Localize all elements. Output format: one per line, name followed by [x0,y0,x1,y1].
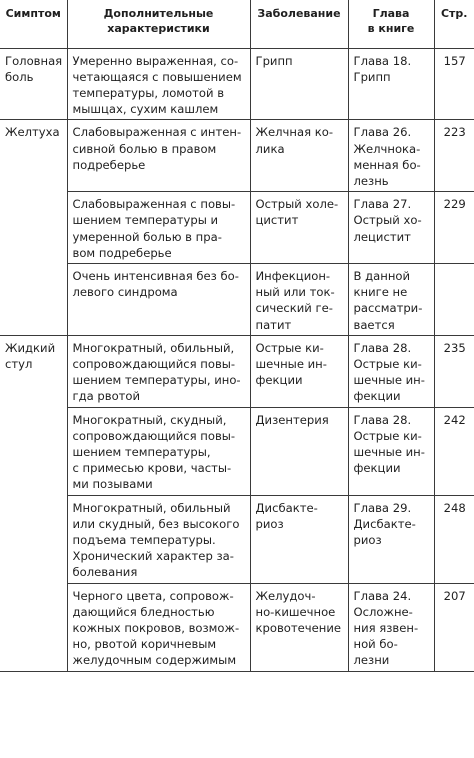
details-cell: Многократный, обильный или скудный, без высокого подъема температуры. Хронический характер за- болевания [67,495,250,583]
symptom-cell: Жидкий стул [0,335,67,671]
details-cell: Многократный, скудный, сопровождающийся повы- шением температуры, с примесью крови, часты- ми позывами [67,407,250,495]
disease-cell: Дисбакте- риоз [250,495,348,583]
page-cell: 248 [434,495,474,583]
page-cell: 157 [434,48,474,120]
disease-cell: Дизентерия [250,407,348,495]
page-cell [434,263,474,335]
details-cell: Умеренно выраженная, со- четающаяся с повышением температуры, ломотой в мышцах, сухим кашлем [67,48,250,120]
chapter-cell: В данной книге не рассматри- вается [348,263,434,335]
symptom-cell: Головная боль [0,48,67,120]
table-row [0,120,474,192]
chapter-cell: Глава 28. Острые ки- шечные ин- фекции [348,407,434,495]
details-cell: Многократный, обильный, сопровождающийся повы- шением температуры, ино- гда рвотой [67,335,250,407]
disease-cell: Острые ки- шечные ин- фекции [250,335,348,407]
chapter-cell: Глава 26. Желчнока- менная бо- лезнь [348,120,434,192]
chapter-cell: Глава 24. Осложне- ния язвен- ной бо- лезни [348,583,434,671]
disease-cell: Острый холе- цистит [250,192,348,264]
chapter-cell: Глава 18. Грипп [348,48,434,120]
page-cell: 235 [434,335,474,407]
page-cell: 207 [434,583,474,671]
table-row [0,263,474,335]
details-cell: Черного цвета, сопровож- дающийся бледностью кожных покровов, возмож- но, рвотой коричневым желудочным содержимым [67,583,250,671]
details-cell: Слабовыраженная с повы- шением температуры и умеренной болью в пра- вом подреберье [67,192,250,264]
table-row [0,335,474,407]
chapter-cell: Глава 29. Дисбакте- риоз [348,495,434,583]
chapter-cell: Глава 28. Острые ки- шечные ин- фекции [348,335,434,407]
header-row [0,0,474,48]
details-cell: Слабовыраженная с интен- сивной болью в правом подреберье [67,120,250,192]
table-row [0,583,474,671]
table-row [0,407,474,495]
disease-cell: Инфекцион- ный или ток- сический ге- патит [250,263,348,335]
disease-cell: Грипп [250,48,348,120]
disease-cell: Желчная ко- лика [250,120,348,192]
header-chapter: Глава в книге [348,0,434,48]
symptom-cell: Желтуха [0,120,67,335]
page-cell: 242 [434,407,474,495]
page-cell: 223 [434,120,474,192]
header-disease: Заболевание [250,0,348,48]
header-details: Дополнительные характеристики [67,0,250,48]
header-page: Стр. [434,0,474,48]
chapter-cell: Глава 27. Острый хо- лецистит [348,192,434,264]
page-cell: 229 [434,192,474,264]
table-row [0,48,474,120]
details-cell: Очень интенсивная без бо- левого синдрома [67,263,250,335]
table-row [0,495,474,583]
header-symptom: Симптом [0,0,67,48]
table-row [0,192,474,264]
disease-cell: Желудоч- но-кишечное кровотечение [250,583,348,671]
